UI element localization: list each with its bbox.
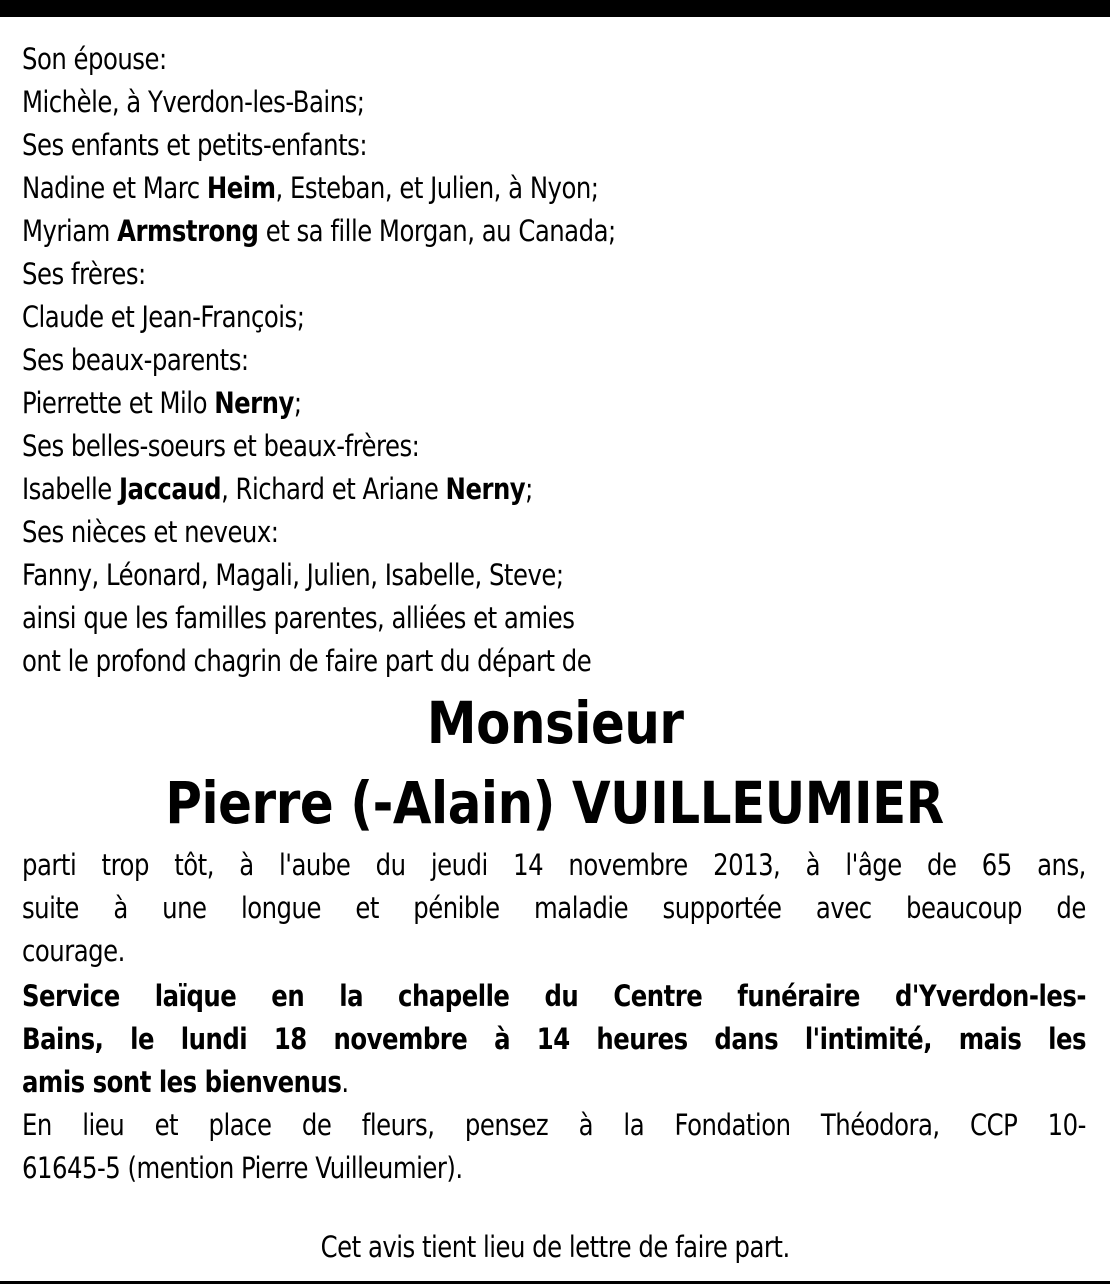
bottom-rule — [0, 1281, 1110, 1284]
word: heures — [596, 1022, 688, 1056]
word: suite — [22, 891, 79, 925]
word: Théodora, — [820, 1108, 940, 1142]
family-line: Pierrette et Milo Nerny; — [22, 386, 302, 420]
word: ans, — [1037, 848, 1086, 882]
word: maladie — [534, 891, 629, 925]
family-line: Ses frères: — [22, 257, 146, 291]
closing-note: Cet avis tient lieu de lettre de faire part. — [320, 1230, 790, 1264]
donation-info — [22, 1104, 1086, 1190]
word: du — [544, 979, 579, 1013]
family-line: Fanny, Léonard, Magali, Julien, Isabelle, Steve; — [22, 558, 564, 592]
word: fleurs, — [361, 1108, 435, 1142]
family-line: Ses belles-soeurs et beaux-frères: — [22, 429, 420, 463]
family-line: Ses beaux-parents: — [22, 343, 249, 377]
family-line: Michèle, à Yverdon-les-Bains; — [22, 85, 365, 119]
family-line: Myriam Armstrong et sa fille Morgan, au Canada; — [22, 214, 616, 248]
word: novembre — [333, 1022, 468, 1056]
family-line: Nadine et Marc Heim, Esteban, et Julien, à Nyon; — [22, 171, 599, 205]
word: lundi — [180, 1022, 248, 1056]
deceased-name: Pierre (-Alain) VUILLEUMIER — [165, 769, 945, 837]
word: à — [239, 848, 254, 882]
service-line-2 — [22, 1018, 1086, 1061]
word: longue — [240, 891, 321, 925]
death-details — [22, 844, 1086, 973]
details-line-2 — [22, 887, 1086, 930]
word: beaucoup — [906, 891, 1023, 925]
family-line: Son épouse: — [22, 42, 167, 76]
top-rule — [0, 0, 1110, 17]
family-line: Claude et Jean-François; — [22, 300, 305, 334]
word: l'intimité, — [804, 1022, 932, 1056]
word: 14 — [536, 1022, 570, 1056]
details-line-1 — [22, 844, 1086, 887]
service-line-1 — [22, 975, 1086, 1018]
details-line-3: courage. — [22, 934, 125, 968]
word: l'âge — [845, 848, 902, 882]
word: en — [271, 979, 305, 1013]
word: de — [301, 1108, 332, 1142]
word: laïque — [154, 979, 237, 1013]
word: jeudi — [430, 848, 488, 882]
word: 10- — [1047, 1108, 1086, 1142]
word: à — [113, 891, 128, 925]
word: les — [1048, 1022, 1086, 1056]
word: pénible — [413, 891, 500, 925]
word: une — [162, 891, 207, 925]
word: 14 — [513, 848, 544, 882]
deceased-title: Monsieur — [426, 689, 684, 757]
word: avec — [815, 891, 872, 925]
family-line: Ses enfants et petits-enfants: — [22, 128, 368, 162]
word: de — [927, 848, 957, 882]
word: En — [22, 1108, 52, 1142]
family-line: Ses nièces et neveux: — [22, 515, 279, 549]
word: Service — [22, 979, 120, 1013]
word: la — [623, 1108, 645, 1142]
word: Fondation — [674, 1108, 791, 1142]
family-list — [22, 38, 1086, 683]
word: le — [130, 1022, 155, 1056]
service-line-3-end: . — [341, 1065, 349, 1099]
word: trop — [101, 848, 149, 882]
word: mais — [958, 1022, 1022, 1056]
family-line: Isabelle Jaccaud, Richard et Ariane Nerny; — [22, 472, 533, 506]
word: chapelle — [398, 979, 510, 1013]
service-info — [22, 975, 1086, 1104]
word: place — [208, 1108, 272, 1142]
word: et — [355, 891, 379, 925]
word: la — [339, 979, 364, 1013]
word: 2013, — [713, 848, 781, 882]
word: d'Yverdon-les- — [894, 979, 1086, 1013]
word: tôt, — [174, 848, 214, 882]
word: de — [1056, 891, 1086, 925]
word: à — [578, 1108, 594, 1142]
family-line: ont le profond chagrin de faire part du départ de — [22, 644, 592, 678]
donation-line-1 — [22, 1104, 1086, 1147]
word: funéraire — [737, 979, 860, 1013]
word: lieu — [82, 1108, 125, 1142]
word: 65 — [981, 848, 1012, 882]
word: dans — [714, 1022, 779, 1056]
word: à — [494, 1022, 511, 1056]
word: Bains, — [22, 1022, 104, 1056]
word: parti — [22, 848, 77, 882]
donation-line-2: 61645-5 (mention Pierre Vuilleumier). — [22, 1151, 463, 1185]
word: du — [375, 848, 406, 882]
word: l'aube — [279, 848, 351, 882]
word: novembre — [568, 848, 688, 882]
service-line-3: amis sont les bienvenus — [22, 1065, 342, 1099]
word: 18 — [273, 1022, 307, 1056]
word: et — [154, 1108, 179, 1142]
word: à — [805, 848, 821, 882]
word: Centre — [613, 979, 703, 1013]
word: supportée — [662, 891, 782, 925]
word: CCP — [970, 1108, 1018, 1142]
word: pensez — [464, 1108, 549, 1142]
family-line: ainsi que les familles parentes, alliées et amies — [22, 601, 575, 635]
